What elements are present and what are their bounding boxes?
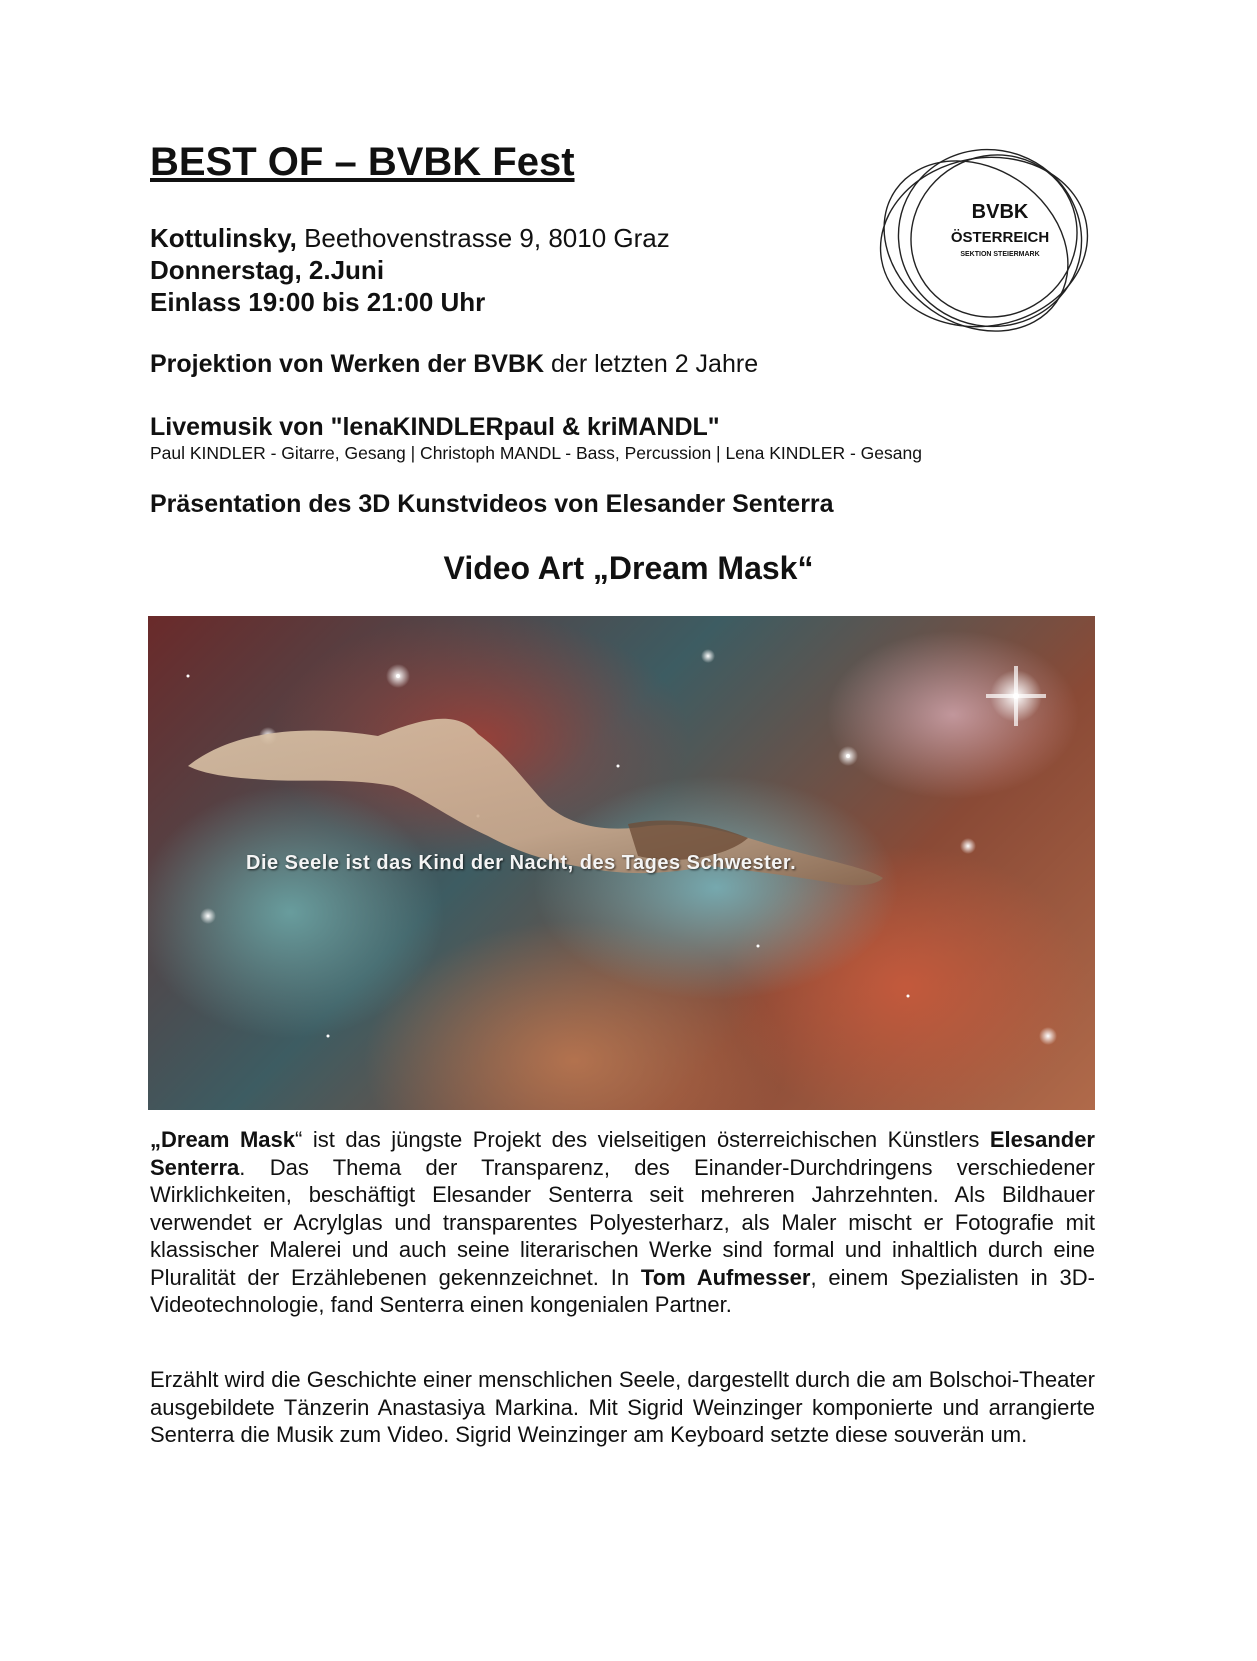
p1-partner-name: Tom Aufmesser — [640, 1264, 811, 1290]
projection-rest: der letzten 2 Jahre — [544, 350, 759, 378]
p1-text-b: . Das Thema der Transparenz, des Einander-Durchdringens verschiedener Wirklichkeiten, beschäftigt Elesander Senterra seit mehreren Jahrzehnten. Als Bildhauer verwendet er Acrylglas und transparentes Polyesterharz, als Maler mischt er Fotografie mit klassischer Malerei und auch seine literarischen Werke sind formal und inhaltlich durch eine Pluralität der Erzählebenen gekennzeichnet. In — [150, 1154, 1095, 1290]
music-heading: Livemusik von "lenaKINDLERpaul & kriMANDL" — [150, 413, 720, 441]
event-date: Donnerstag, 2.Juni — [150, 255, 385, 285]
presentation-line: Präsentation des 3D Kunstvideos von Elesander Senterra — [150, 490, 834, 518]
video-still-image — [148, 616, 1095, 1110]
description-paragraph-2: Erzählt wird die Geschichte einer menschlichen Seele, dargestellt durch die am Bolschoi-Theater ausgebildete Tänzerin Anastasiya Markina. Mit Sigrid Weinzinger komponierte und arrangierte Senterra die Musik zum Video. Sigrid Weinzinger am Keyboard setzte diese souverän um. — [150, 1367, 1095, 1447]
venue-address: Beethovenstrasse 9, 8010 Graz — [296, 223, 670, 253]
p1-text-a: “ ist das jüngste Projekt des vielseitigen österreichischen Künstlers — [295, 1127, 990, 1152]
admission-time: Einlass 19:00 bis 21:00 Uhr — [150, 287, 486, 317]
projection-line — [150, 350, 758, 379]
video-title: Video Art „Dream Mask“ — [443, 550, 814, 586]
music-members: Paul KINDLER - Gitarre, Gesang | Christoph MANDL - Bass, Percussion | Lena KINDLER - Gesang — [150, 443, 922, 463]
logo-line3: SEKTION STEIERMARK — [960, 251, 1040, 258]
logo-circles-icon — [872, 146, 1090, 336]
projection-bold: Projektion von Werken der BVBK — [150, 350, 545, 378]
page-title: BEST OF – BVBK Fest — [150, 140, 575, 184]
p1-dream-mask: „Dream Mask — [150, 1127, 296, 1152]
venue-line — [150, 222, 670, 254]
p1-text-c: , einem Spezialisten in 3D-Videotechnologie, fand Senterra einen kongenialen Partner. — [150, 1264, 1095, 1317]
logo-line2: ÖSTERREICH — [950, 229, 1050, 246]
logo-line1: BVBK — [971, 201, 1029, 223]
description-paragraph-1 — [150, 1126, 1095, 1319]
image-caption: Die Seele ist das Kind der Nacht, des Tages Schwester. — [246, 852, 797, 874]
venue-name: Kottulinsky, — [150, 223, 297, 253]
bvbk-logo — [872, 146, 1090, 336]
p1-artist-name: Elesander Senterra — [150, 1127, 1095, 1180]
